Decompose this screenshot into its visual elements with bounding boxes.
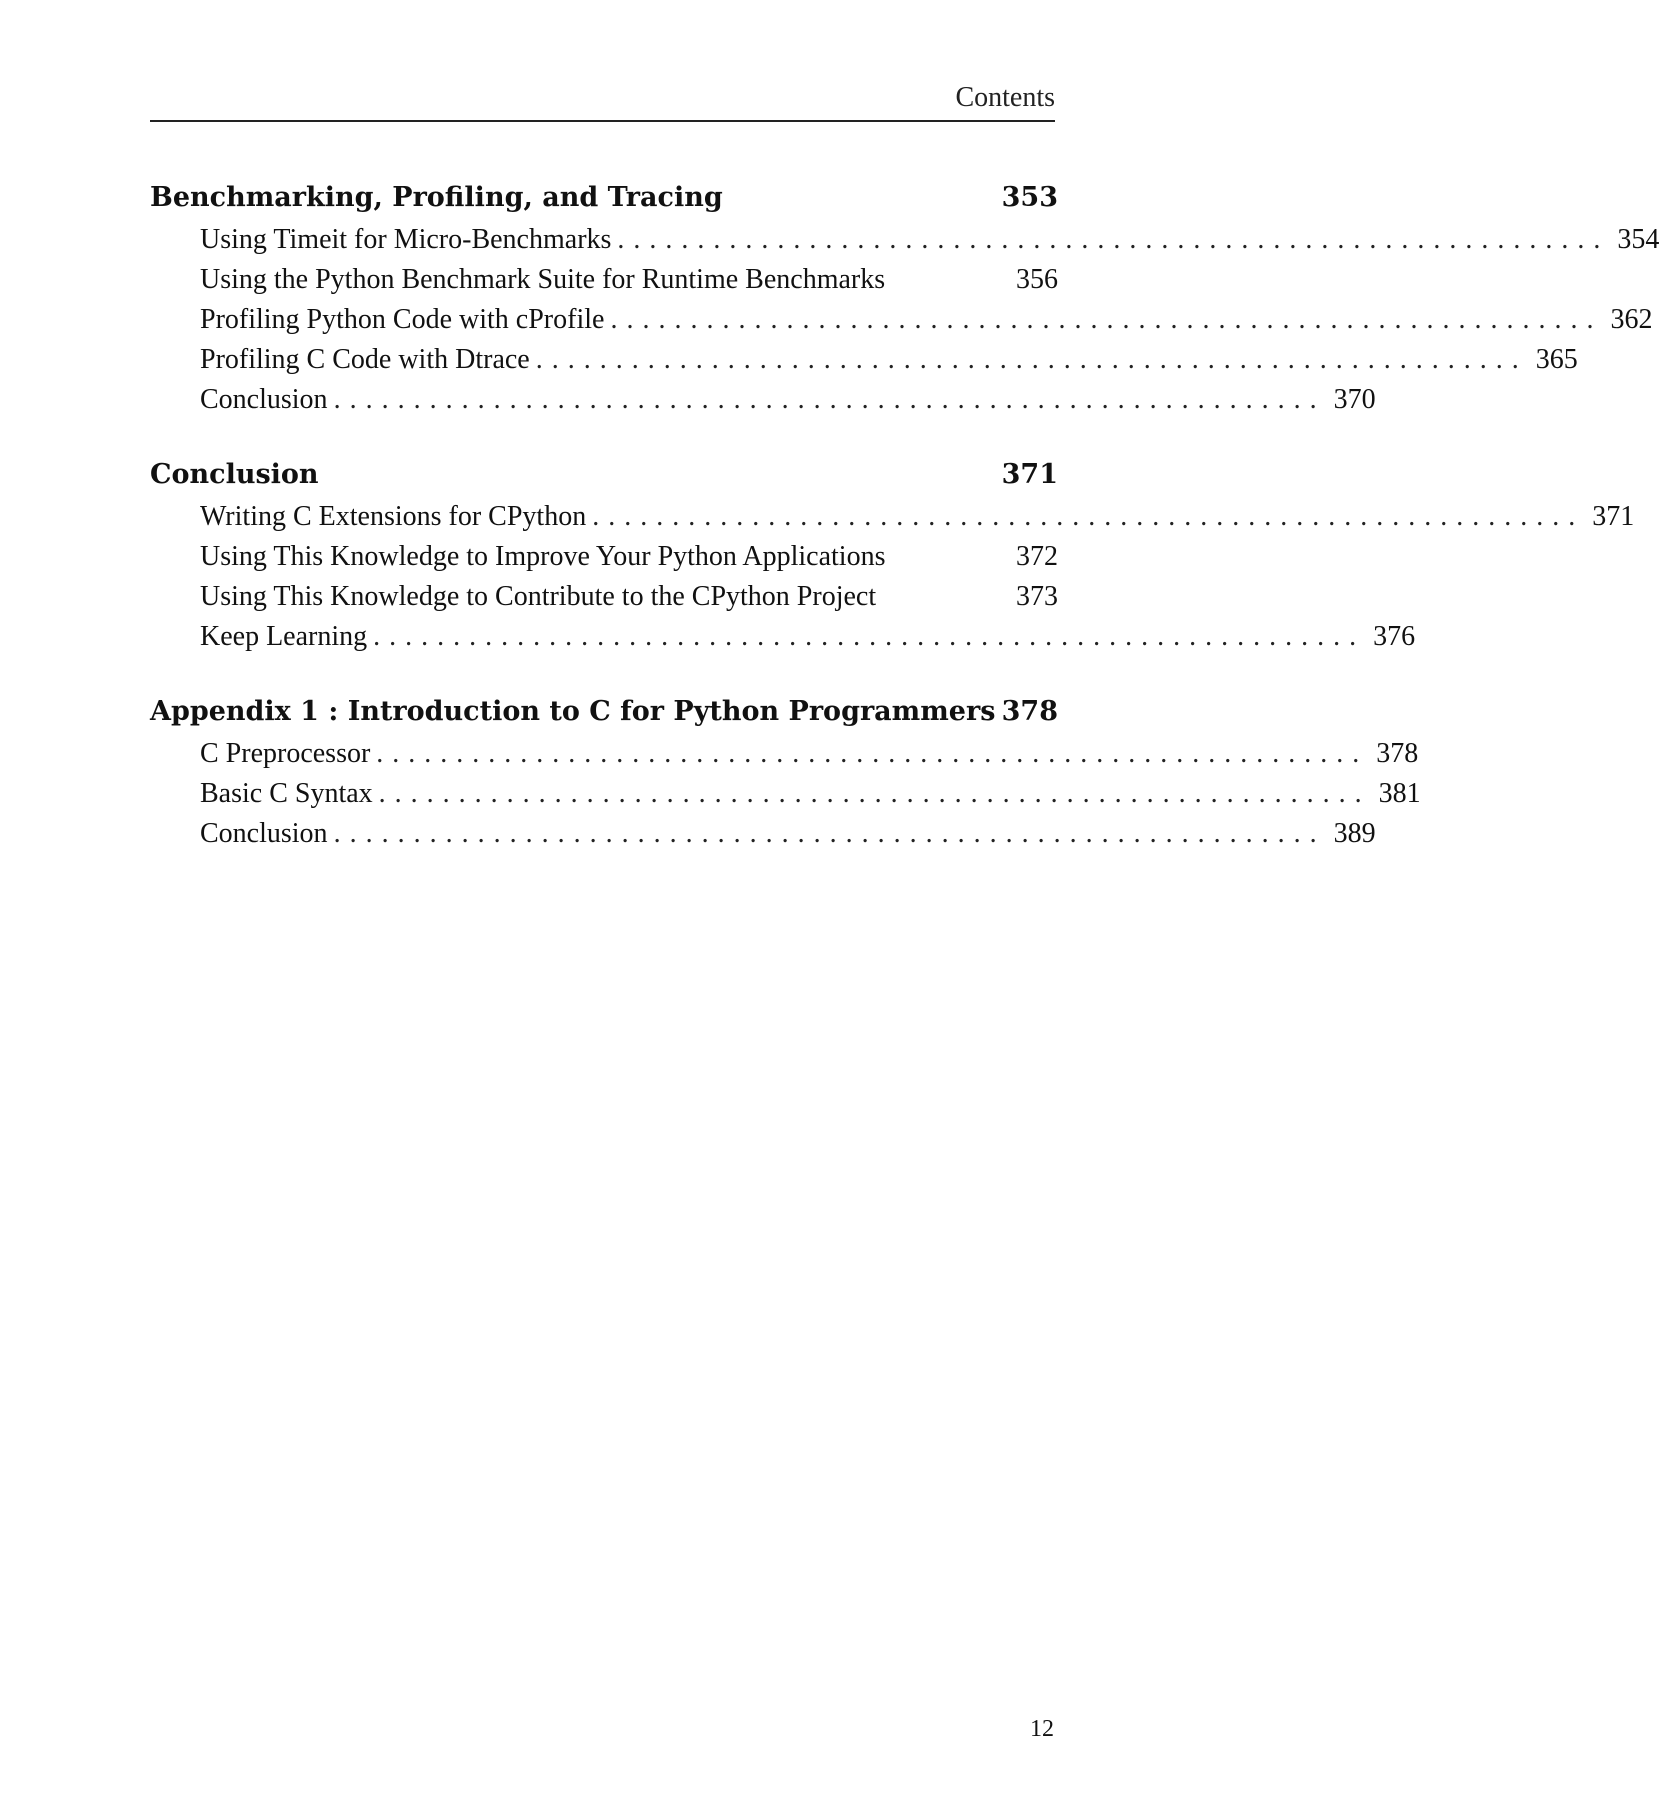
toc-entry[interactable] bbox=[150, 380, 1376, 420]
entry-title: Profiling C Code with Dtrace bbox=[200, 344, 530, 375]
dot-leader: .............................................................. bbox=[378, 778, 1371, 809]
entry-title: Keep Learning bbox=[200, 621, 368, 652]
entry-title: Using Timeit for Micro-Benchmarks bbox=[200, 224, 612, 255]
toc-entry[interactable] bbox=[150, 617, 1416, 657]
toc-entry[interactable] bbox=[150, 340, 1578, 380]
entry-page-number: 356 bbox=[1016, 264, 1058, 295]
toc-section bbox=[150, 176, 1659, 420]
page-number: 12 bbox=[1030, 1716, 1054, 1742]
toc-entry[interactable] bbox=[150, 577, 1058, 617]
chapter-title: Conclusion bbox=[150, 459, 319, 490]
entry-page-number: 362 bbox=[1610, 304, 1653, 335]
toc-entry[interactable] bbox=[150, 734, 1419, 774]
chapter-title: Appendix 1 : Introduction to C for Python Programmers bbox=[150, 696, 996, 727]
dot-leader: .............................................................. bbox=[373, 621, 1366, 652]
entry-title: Using the Python Benchmark Suite for Runtime Benchmarks bbox=[200, 264, 886, 295]
dot-leader: .............................................................. bbox=[610, 304, 1603, 335]
dot-leader: .............................................................. bbox=[617, 224, 1610, 255]
entry-title: C Preprocessor bbox=[200, 738, 371, 769]
entry-title: Writing C Extensions for CPython bbox=[200, 501, 587, 532]
toc-section bbox=[150, 453, 1635, 657]
dot-leader: .............................................................. bbox=[333, 818, 1326, 849]
dot-leader: .............................................................. bbox=[333, 384, 1326, 415]
chapter-page-number: 371 bbox=[1001, 459, 1058, 490]
entry-title: Using This Knowledge to Improve Your Python Applications bbox=[200, 541, 886, 572]
entry-page-number: 371 bbox=[1592, 501, 1635, 532]
entry-page-number: 381 bbox=[1378, 778, 1421, 809]
toc-entry[interactable] bbox=[150, 537, 1058, 577]
toc-chapter-heading[interactable] bbox=[150, 453, 1058, 497]
toc-section bbox=[150, 690, 1421, 854]
entry-title: Conclusion bbox=[200, 384, 328, 415]
entry-page-number: 354 bbox=[1617, 224, 1659, 255]
running-head: Contents bbox=[955, 82, 1055, 113]
toc-chapter-heading[interactable] bbox=[150, 690, 1058, 734]
entry-title: Profiling Python Code with cProfile bbox=[200, 304, 605, 335]
toc-entry[interactable] bbox=[150, 814, 1376, 854]
dot-leader: .............................................................. bbox=[535, 344, 1528, 375]
chapter-page-number: 353 bbox=[1001, 182, 1058, 213]
page-header bbox=[150, 78, 1055, 122]
entry-page-number: 376 bbox=[1373, 621, 1416, 652]
entry-title: Basic C Syntax bbox=[200, 778, 373, 809]
entry-title: Conclusion bbox=[200, 818, 328, 849]
dot-leader: .............................................................. bbox=[376, 738, 1369, 769]
entry-page-number: 389 bbox=[1333, 818, 1376, 849]
table-of-contents bbox=[150, 176, 1659, 887]
chapter-page-number: 378 bbox=[1001, 696, 1058, 727]
toc-entry[interactable] bbox=[150, 497, 1635, 537]
toc-chapter-heading[interactable] bbox=[150, 176, 1058, 220]
entry-page-number: 365 bbox=[1535, 344, 1578, 375]
entry-page-number: 378 bbox=[1376, 738, 1419, 769]
toc-entry[interactable] bbox=[150, 220, 1659, 260]
chapter-title: Benchmarking, Profiling, and Tracing bbox=[150, 182, 723, 213]
dot-leader: .............................................................. bbox=[592, 501, 1585, 532]
entry-page-number: 373 bbox=[1016, 581, 1058, 612]
entry-page-number: 372 bbox=[1016, 541, 1058, 572]
entry-title: Using This Knowledge to Contribute to the CPython Project bbox=[200, 581, 877, 612]
toc-entry[interactable] bbox=[150, 260, 1058, 300]
entry-page-number: 370 bbox=[1333, 384, 1376, 415]
toc-entry[interactable] bbox=[150, 300, 1653, 340]
toc-entry[interactable] bbox=[150, 774, 1421, 814]
